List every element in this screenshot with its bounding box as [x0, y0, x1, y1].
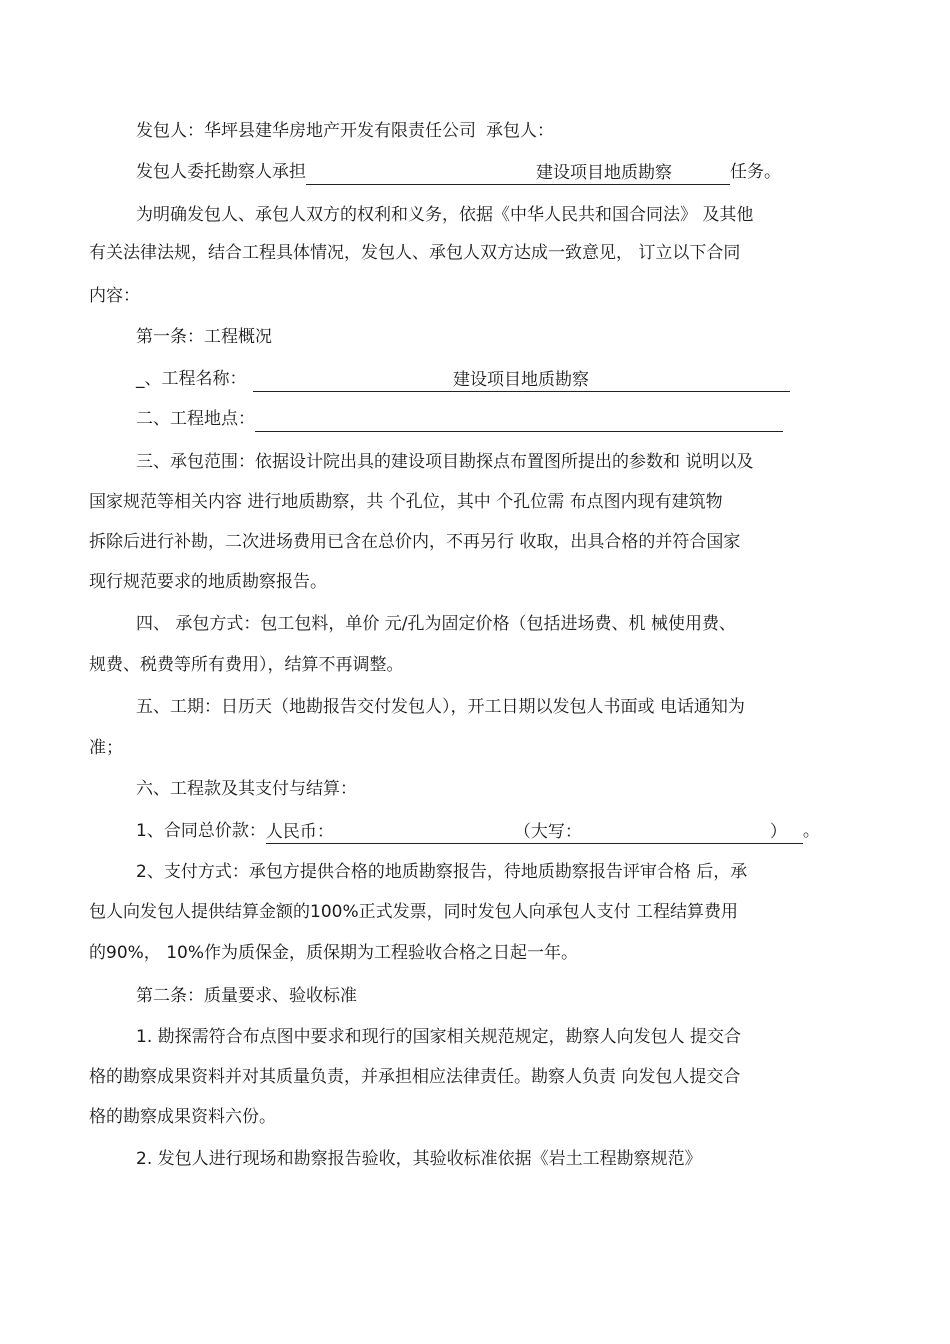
entrust-prefix: 发包人委托勘察人承担 [136, 162, 306, 182]
quality-item1-line-1: 1. 勘探需符合布点图中要求和现行的国家相关规范规定，勘察人向发包人 提交合 [136, 1027, 742, 1047]
price-end: 。 [802, 821, 820, 841]
entrust-line [136, 159, 781, 185]
project-location-label: 二、工程地点： [136, 409, 255, 429]
contract-price-line [136, 818, 820, 844]
period-line-2: 准； [89, 738, 123, 758]
pay-line-2: 包人向发包人提供结算金额的100%正式发票，同时发包人向承包人支付 工程结算费用 [89, 902, 739, 922]
project-name-value: 建设项目地质勘察 [453, 370, 589, 390]
pay-line-3: 的90%， 10%作为质保金，质保期为工程验收合格之日起一年。 [89, 943, 578, 963]
article1-title: 第一条：工程概况 [136, 327, 272, 347]
quality-item2-line-1: 2. 发包人进行现场和勘察报告验收，其验收标准依据《岩土工程勘察规范》 [136, 1149, 702, 1169]
intro-line-3: 内容： [89, 286, 140, 306]
project-location-line [136, 406, 783, 432]
contractor-label: 承包人： [486, 121, 554, 141]
contract-price-label: 1、合同总价款： [136, 821, 266, 841]
scope-line-4: 现行规范要求的地质勘察报告。 [89, 572, 327, 592]
entrust-project: 建设项目地质勘察 [536, 163, 672, 183]
project-name-line [136, 366, 790, 392]
price-currency: 人民币： [265, 822, 334, 842]
quality-item1-line-3: 格的勘察成果资料六份。 [89, 1107, 276, 1127]
price-capital: （大写： [513, 822, 582, 842]
price-close: ） [769, 822, 787, 842]
intro-line-1: 为明确发包人、承包人双方的权利和义务，依据《中华人民共和国合同法》 及其他 [136, 205, 754, 225]
project-name-label: _、工程名称： [136, 369, 247, 389]
client-name: 华坪县建华房地产开发有限责任公司 [204, 121, 476, 141]
scope-line-1: 三、承包范围：依据设计院出具的建设项目勘探点布置图所提出的参数和 说明以及 [136, 452, 754, 472]
scope-line-2: 国家规范等相关内容 进行地质勘察，共 个孔位，其中 个孔位需 布点图内现有建筑物 [89, 492, 723, 512]
client-label: 发包人： [136, 121, 204, 141]
pay-line-1: 2、支付方式：承包方提供合格的地质勘察报告，待地质勘察报告评审合格 后，承 [136, 862, 748, 882]
scope-line-3: 拆除后进行补勘，二次进场费用已含在总价内，不再另行 收取，出具合格的并符合国家 [89, 532, 741, 552]
payment-title: 六、工程款及其支付与结算： [136, 779, 357, 799]
parties-line [136, 118, 554, 144]
period-line-1: 五、工期：日历天（地勘报告交付发包人），开工日期以发包人书面或 电话通知为 [136, 697, 745, 717]
entrust-project-blank [306, 163, 730, 185]
article2-title: 第二条：质量要求、验收标准 [136, 986, 357, 1006]
quality-item1-line-2: 格的勘察成果资料并对其质量负责，并承担相应法律责任。勘察人负责 向发包人提交合 [89, 1067, 741, 1087]
mode-line-2: 规费、税费等所有费用），结算不再调整。 [89, 655, 404, 675]
project-location-blank [255, 410, 783, 432]
contract-price-blank [266, 822, 803, 844]
intro-line-2: 有关法律法规，结合工程具体情况，发包人、承包人双方达成一致意见， 订立以下合同 [89, 243, 741, 263]
mode-line-1: 四、 承包方式：包工包料，单价 元/孔为固定价格（包括进场费、机 械使用费、 [136, 614, 736, 634]
entrust-suffix: 任务。 [730, 162, 781, 182]
project-name-blank [253, 370, 790, 392]
